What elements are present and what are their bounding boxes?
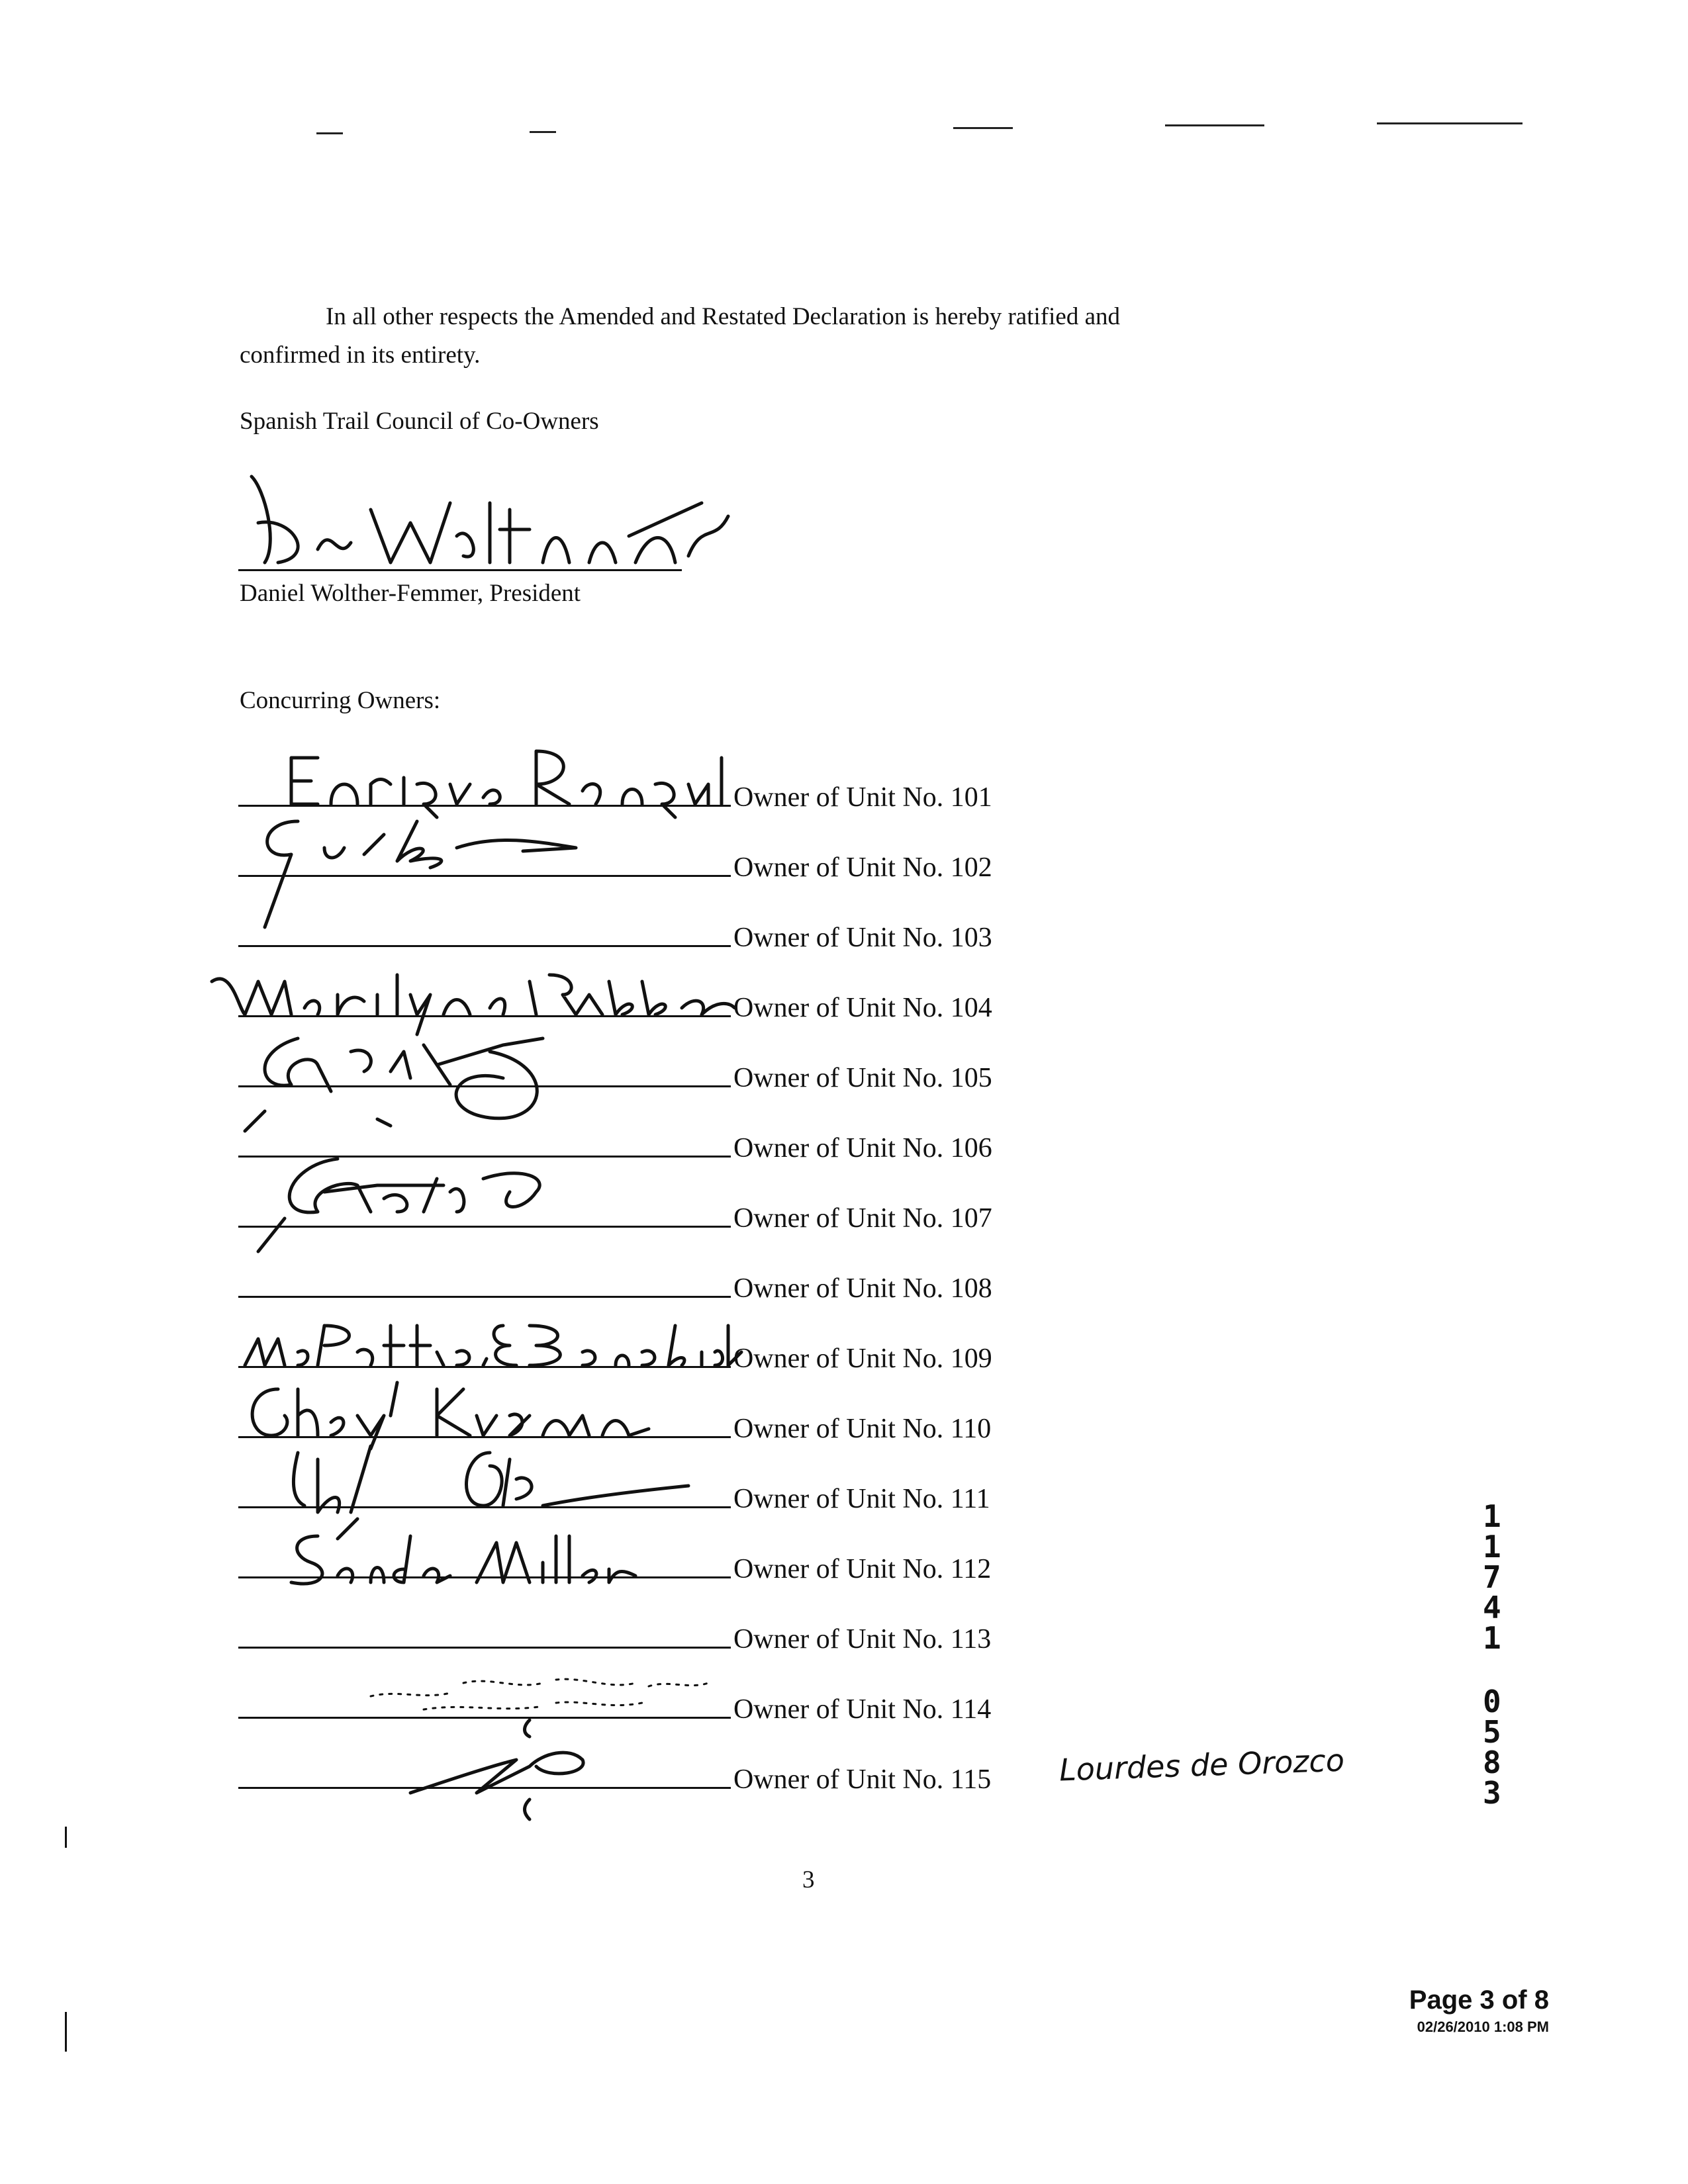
owner-signature-line [238, 1436, 731, 1438]
page-number: 3 [802, 1866, 815, 1893]
owner-signature-line [238, 1506, 731, 1508]
owner-label-106: Owner of Unit No. 106 [733, 1133, 992, 1163]
paragraph-line-2: confirmed in its entirety. [240, 341, 481, 369]
owner-label-110: Owner of Unit No. 110 [733, 1414, 992, 1444]
owner-label-114: Owner of Unit No. 114 [733, 1694, 992, 1725]
owner-row-103 [238, 891, 1019, 962]
scan-mark [530, 131, 556, 133]
paragraph-line-1: In all other respects the Amended and Restated Declaration is hereby ratified and [326, 303, 1120, 330]
owner-signature-115 [371, 1707, 741, 1826]
footer-page-indicator: Page 3 of 8 [1409, 1985, 1549, 2015]
scan-mark [1377, 122, 1523, 124]
owner-row-102 [238, 821, 1019, 891]
concurring-heading: Concurring Owners: [240, 687, 441, 714]
owner-signature-line [238, 1366, 731, 1368]
owner-signature-line [238, 1576, 731, 1578]
owner-row-111 [238, 1453, 1019, 1523]
owner-row-104 [238, 962, 1019, 1032]
owner-signature-line [238, 945, 731, 947]
owner-signature-107 [245, 1113, 616, 1258]
council-name: Spanish Trail Council of Co-Owners [240, 408, 599, 435]
stamp-digit: 1 [1483, 1620, 1501, 1656]
owner-signature-line [238, 1296, 731, 1298]
president-caption: Daniel Wolther-Femmer, President [240, 580, 581, 607]
owner-signature-line [238, 1015, 731, 1017]
stamp-digit: 3 [1483, 1775, 1501, 1811]
owner-signature-104 [205, 955, 735, 1034]
stamp-digit: 4 [1483, 1590, 1501, 1625]
owner-row-113 [238, 1593, 1019, 1663]
owner-label-101: Owner of Unit No. 101 [733, 782, 992, 813]
owner-label-105: Owner of Unit No. 105 [733, 1063, 992, 1093]
owner-label-108: Owner of Unit No. 108 [733, 1273, 992, 1304]
owner-signature-109 [238, 1312, 741, 1379]
footer-timestamp: 02/26/2010 1:08 PM [1417, 2019, 1549, 2035]
owner-signature-line [238, 1647, 731, 1649]
owner-label-111: Owner of Unit No. 111 [733, 1484, 990, 1514]
stamp-digit: 8 [1483, 1745, 1501, 1780]
stamp-digit: 5 [1483, 1714, 1501, 1750]
president-signature [238, 463, 741, 582]
owner-row-112 [238, 1523, 1019, 1593]
owner-row-108 [238, 1242, 1019, 1312]
stamp-digit: 7 [1483, 1559, 1501, 1595]
owner-label-109: Owner of Unit No. 109 [733, 1343, 992, 1374]
owner-row-107 [238, 1172, 1019, 1242]
owner-signature-line [238, 1085, 731, 1087]
scan-mark [316, 132, 343, 134]
president-signature-line [238, 569, 682, 571]
owner-signature-line [238, 1787, 731, 1789]
stamp-digit: 0 [1483, 1684, 1501, 1719]
scan-mark [953, 127, 1013, 129]
owner-label-103: Owner of Unit No. 103 [733, 923, 992, 953]
owner-label-112: Owner of Unit No. 112 [733, 1554, 992, 1584]
owner-label-102: Owner of Unit No. 102 [733, 852, 992, 883]
owner-row-109 [238, 1312, 1019, 1383]
owner-label-104: Owner of Unit No. 104 [733, 993, 992, 1023]
stamp-digit: 1 [1483, 1529, 1501, 1565]
owner-row-115 [238, 1733, 1019, 1803]
owner-signature-112 [278, 1523, 635, 1596]
scan-mark [65, 2012, 67, 2052]
handwritten-note: Lourdes de Orozco [1058, 1742, 1345, 1788]
owner-label-115: Owner of Unit No. 115 [733, 1764, 992, 1795]
owner-signature-line [238, 805, 731, 807]
stamp-digit: 1 [1483, 1498, 1501, 1534]
scan-mark [1165, 124, 1264, 126]
owner-row-105 [238, 1032, 1019, 1102]
owner-signature-line [238, 1226, 731, 1228]
scan-mark [65, 1827, 67, 1848]
owner-label-107: Owner of Unit No. 107 [733, 1203, 992, 1234]
owner-label-113: Owner of Unit No. 113 [733, 1624, 992, 1655]
owner-signature-line [238, 875, 731, 877]
